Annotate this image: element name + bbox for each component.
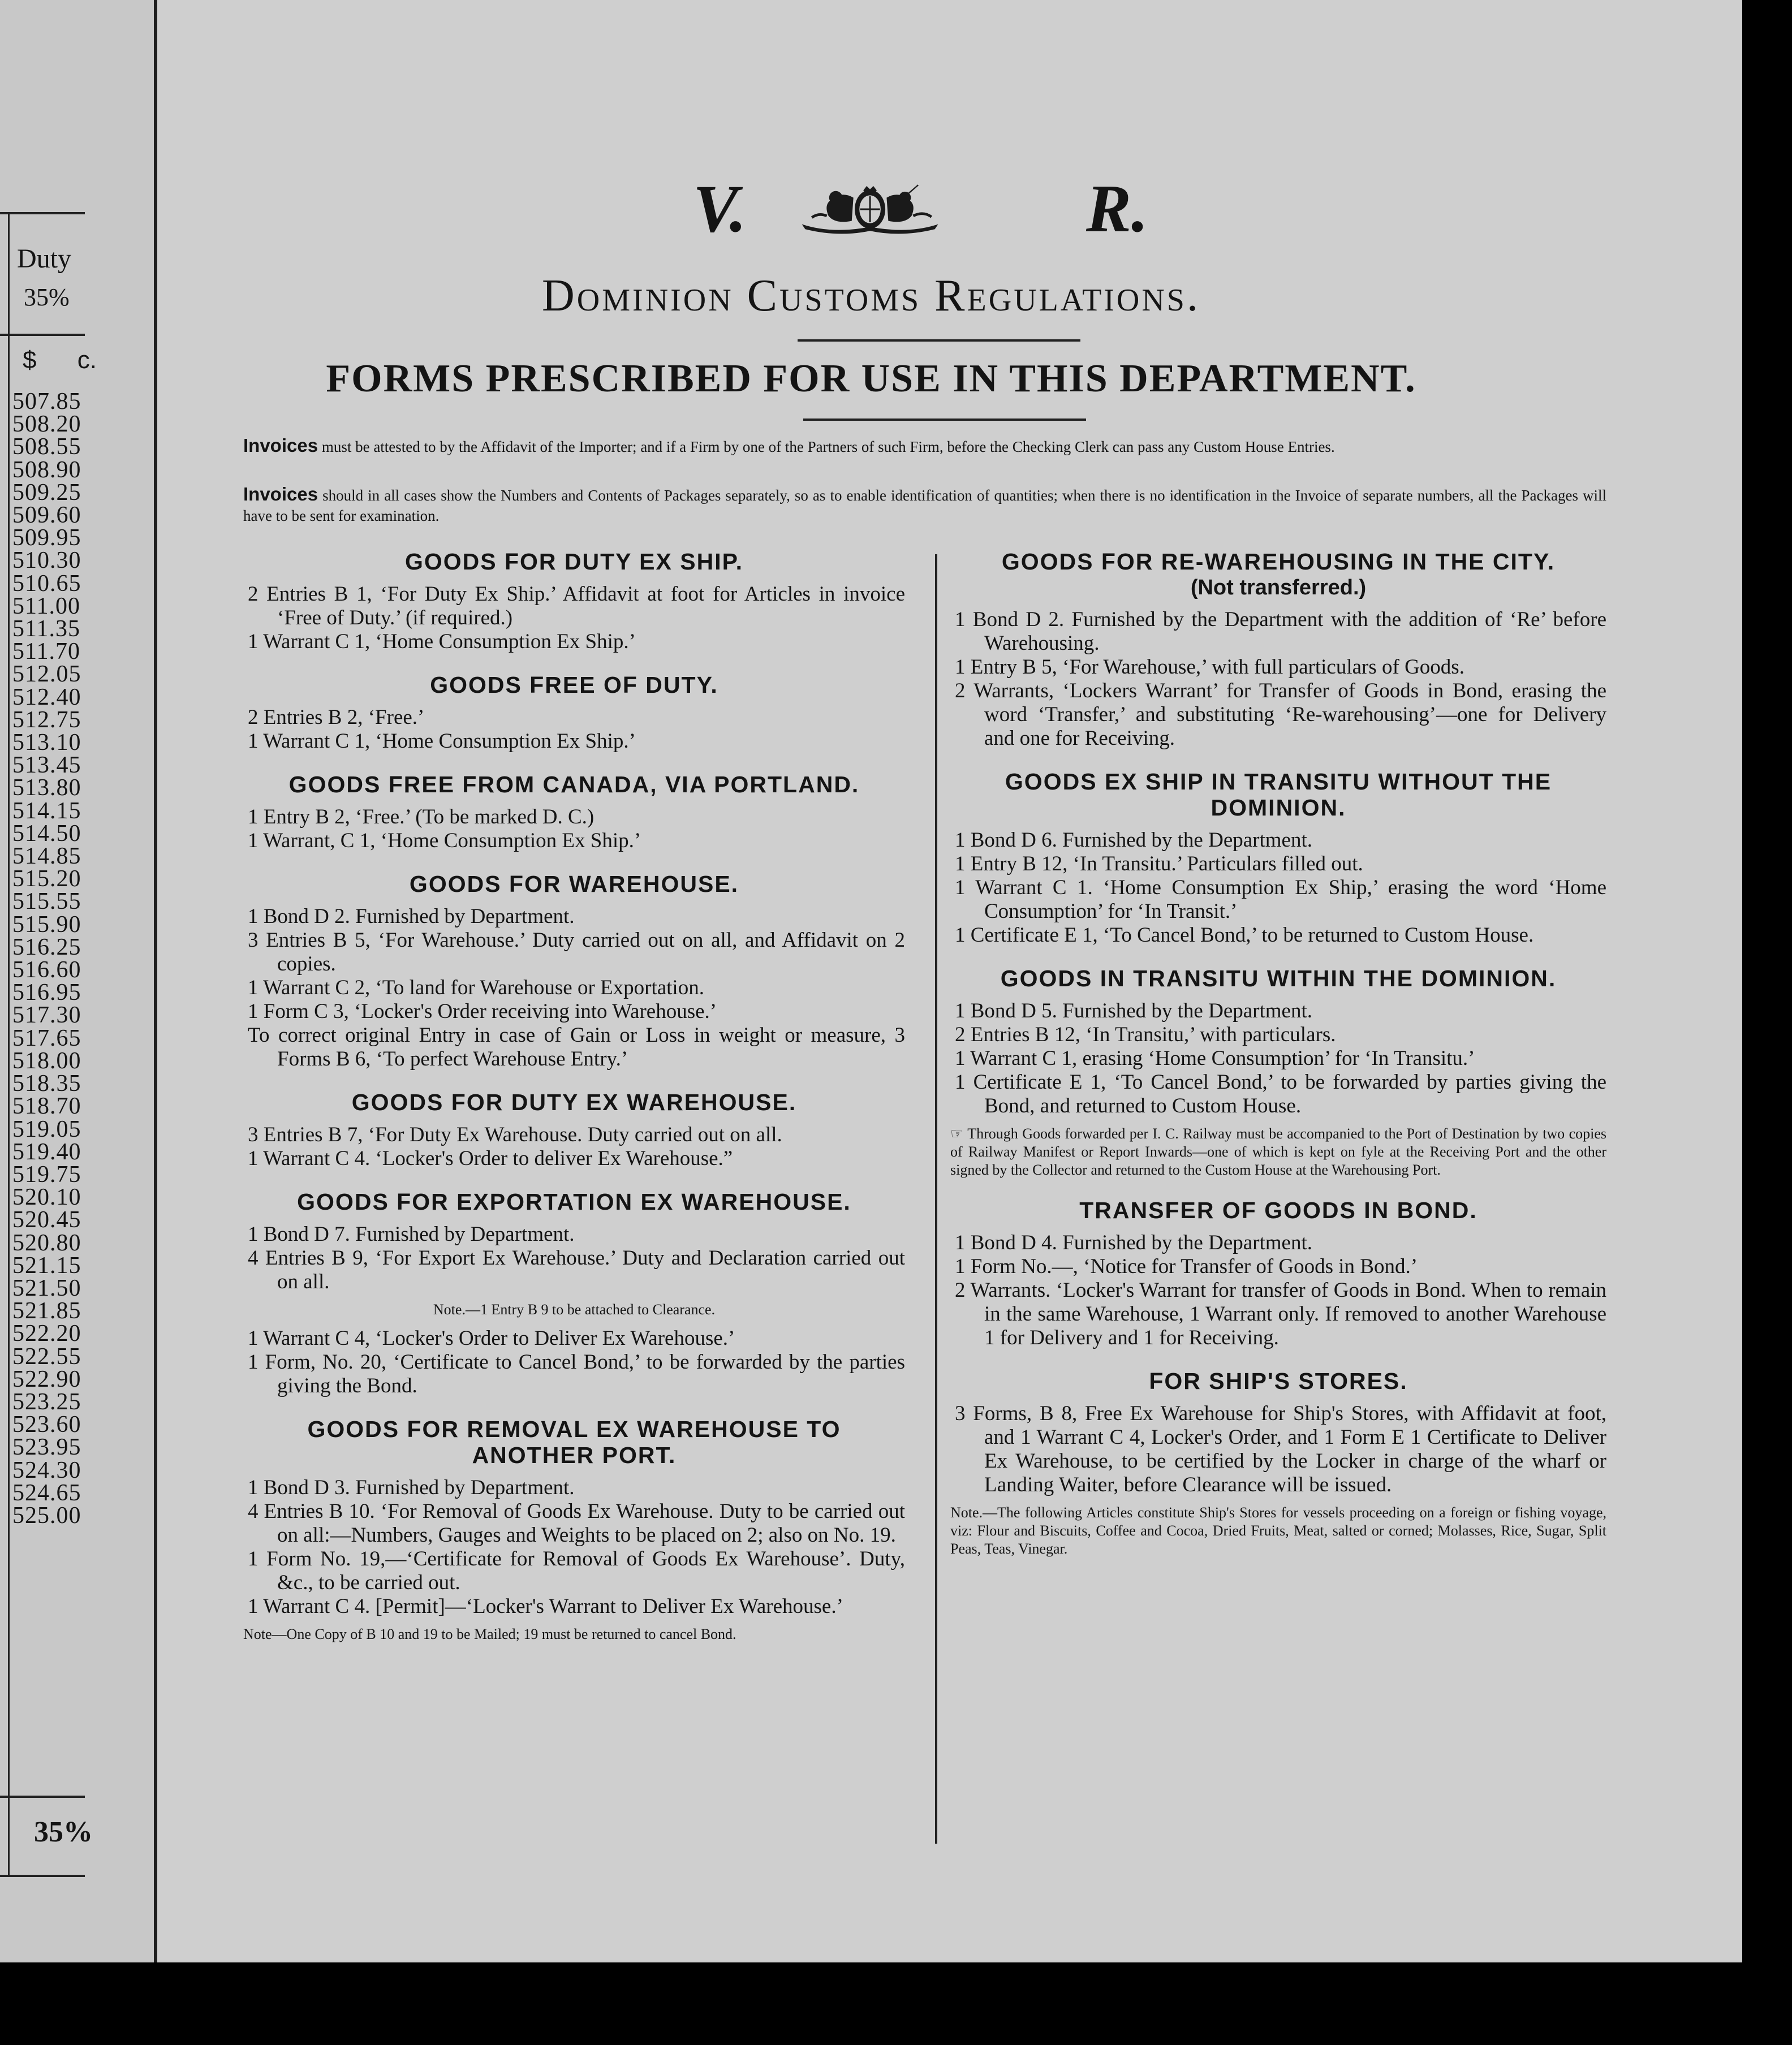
- duty-values-list: [12, 390, 81, 1527]
- duty-value: 522.20: [12, 1321, 81, 1347]
- form-entry: 1 Certificate E 1, ‘To Cancel Bond,’ to be returned to Custom House.: [955, 924, 1534, 947]
- section-title: GOODS FOR REMOVAL EX WAREHOUSE TO ANOTHER PORT.: [307, 1416, 841, 1468]
- duty-value: 514.50: [12, 820, 81, 847]
- duty-value: 510.30: [12, 547, 81, 574]
- form-entry: 2 Entries B 2, ‘Free.’: [248, 706, 425, 729]
- section: [243, 672, 905, 753]
- duty-rate: 35%: [24, 283, 70, 311]
- section-title: GOODS FREE FROM CANADA, VIA PORTLAND.: [288, 771, 860, 797]
- intro-paragraph-2: [243, 484, 1606, 526]
- section-title: GOODS FOR DUTY EX WAREHOUSE.: [351, 1089, 797, 1115]
- duty-value: 513.45: [12, 752, 81, 779]
- form-entry: 2 Entries B 1, ‘For Duty Ex Ship.’ Affidavit at foot for Articles in invoice ‘Free of Duty.’ (if required.): [248, 583, 905, 629]
- duty-value: 521.15: [12, 1252, 81, 1279]
- form-entry: 1 Bond D 6. Furnished by the Department.: [955, 829, 1312, 852]
- duty-footer-rate: 35%: [34, 1816, 93, 1848]
- form-entry: To correct original Entry in case of Gain or Loss in weight or measure, 3 Forms B 6, ‘To perfect Warehouse Entry.’: [248, 1024, 905, 1071]
- form-entry: 1 Warrant C 4. [Permit]—‘Locker's Warrant to Deliver Ex Warehouse.’: [248, 1595, 843, 1618]
- dollars-column-label: $: [23, 346, 37, 374]
- form-entry: 1 Form No. 19,—‘Certificate for Removal of Goods Ex Warehouse’. Duty, &c., to be carried out.: [248, 1547, 905, 1594]
- section: [243, 549, 905, 654]
- duty-value: 518.70: [12, 1093, 81, 1120]
- form-entry: 4 Entries B 10. ‘For Removal of Goods Ex Warehouse. Duty to be carried out on all:—Numbers, Gauges and Weights to be placed on 2; also on No. 19.: [248, 1500, 905, 1547]
- royal-coat-of-arms-icon: [792, 167, 1058, 252]
- duty-value: 519.40: [12, 1138, 81, 1165]
- form-entry: 1 Form No.—, ‘Notice for Transfer of Goods in Bond.’: [955, 1255, 1418, 1278]
- form-entry: 1 Bond D 4. Furnished by the Department.: [955, 1231, 1312, 1254]
- section-note: ☞ Through Goods forwarded per I. C. Railway must be accompanied to the Port of Destination by two copies of Railway Manifest or Report Inwards—one of which is kept on fyle at the Receiving Port and the other signed by the Collector and returned to the Custom House at the Warehousing Port.: [950, 1125, 1606, 1178]
- duty-value: 508.90: [12, 456, 81, 483]
- form-entry: 1 Bond D 5. Furnished by the Department.: [955, 999, 1312, 1022]
- duty-value: 514.85: [12, 843, 81, 870]
- duty-value: 525.00: [12, 1502, 81, 1529]
- duty-value: 508.55: [12, 434, 81, 460]
- duty-value: 523.25: [12, 1388, 81, 1415]
- section-title: TRANSFER OF GOODS IN BOND.: [1079, 1197, 1477, 1223]
- cents-column-label: c.: [77, 346, 97, 374]
- duty-value: 515.55: [12, 888, 81, 915]
- section: [950, 965, 1606, 1179]
- duty-value: 514.15: [12, 797, 81, 824]
- form-entry: 1 Certificate E 1, ‘To Cancel Bond,’ to be forwarded by parties giving the Bond, and returned to Custom House.: [955, 1071, 1606, 1118]
- duty-value: 512.05: [12, 661, 81, 688]
- duty-value: 516.60: [12, 957, 81, 983]
- form-entry: 1 Warrant C 1, erasing ‘Home Consumption’ for ‘In Transitu.’: [955, 1047, 1475, 1070]
- duty-value: 515.90: [12, 911, 81, 938]
- duty-heading: Duty: [17, 244, 71, 274]
- duty-value: 509.60: [12, 502, 81, 529]
- letter-r: R.: [1086, 171, 1149, 246]
- form-entry: 2 Warrants. ‘Locker's Warrant for transfer of Goods in Bond. When to remain in the same Warehouse, 1 Warrant only. If removed to another Warehouse 1 for Delivery and 1 for Receiving.: [955, 1279, 1606, 1349]
- duty-value: 511.00: [12, 593, 80, 619]
- right-column: [950, 549, 1606, 1576]
- section-title: GOODS FREE OF DUTY.: [430, 672, 718, 698]
- form-entry: 2 Warrants, ‘Lockers Warrant’ for Transfer of Goods in Bond, erasing the word ‘Transfer,’ and substituting ‘Re-warehousing’—one for Delivery and one for Receiving.: [955, 679, 1606, 750]
- duty-value: 510.65: [12, 570, 81, 597]
- duty-value: 516.25: [12, 934, 81, 960]
- document-subtitle: FORMS PRESCRIBED FOR USE IN THIS DEPARTMENT.: [326, 357, 1416, 400]
- duty-value: 519.75: [12, 1161, 81, 1188]
- section: [243, 771, 905, 853]
- section-note: Note.—The following Articles constitute Ship's Stores for vessels proceeding on a foreign or fishing voyage, viz: Flour and Biscuits, Coffee and Cocoa, Dried Fruits, Meat, salted or corned; Molasses, Rice, Sugar, Split Peas, Teas, Vinegar.: [950, 1504, 1606, 1557]
- duty-value: 508.20: [12, 411, 81, 438]
- duty-value: 515.20: [12, 866, 81, 892]
- form-entry: 1 Warrant, C 1, ‘Home Consumption Ex Ship.’: [248, 829, 641, 852]
- duty-value: 517.30: [12, 1002, 81, 1029]
- section-title: GOODS EX SHIP IN TRANSITU WITHOUT THE DOMINION.: [1005, 769, 1552, 821]
- duty-value: 522.90: [12, 1366, 81, 1392]
- form-entry: 1 Bond D 2. Furnished by Department.: [248, 905, 575, 928]
- section-title: GOODS IN TRANSITU WITHIN THE DOMINION.: [1000, 965, 1557, 991]
- section-title: GOODS FOR WAREHOUSE.: [409, 871, 739, 897]
- title-divider: [798, 339, 1080, 342]
- section-title: GOODS FOR DUTY EX SHIP.: [404, 549, 744, 575]
- section: [950, 769, 1606, 947]
- left-column: [243, 549, 905, 1662]
- intro-text-2: should in all cases show the Numbers and Contents of Packages separately, so as to enable identification of quantities; when there is no identification in the Invoice of separate numbers, all the Packages will have to be sent for examination.: [243, 487, 1606, 524]
- intro-paragraph-1: [243, 435, 1606, 457]
- duty-value: 524.30: [12, 1457, 81, 1483]
- form-entry: 1 Bond D 7. Furnished by Department.: [248, 1223, 575, 1246]
- duty-value: 523.60: [12, 1412, 81, 1438]
- form-entry: 2 Entries B 12, ‘In Transitu,’ with particulars.: [955, 1023, 1336, 1046]
- duty-value: 520.10: [12, 1184, 81, 1211]
- form-entry: 1 Form, No. 20, ‘Certificate to Cancel Bond,’ to be forwarded by the parties giving the Bond.: [248, 1351, 905, 1397]
- section: [243, 1416, 905, 1643]
- section: [243, 871, 905, 1071]
- duty-value: 524.65: [12, 1479, 81, 1506]
- form-entry: 1 Warrant C 2, ‘To land for Warehouse or Exportation.: [248, 976, 704, 999]
- duty-value: 507.85: [12, 389, 81, 415]
- section-note: Note.—1 Entry B 9 to be attached to Clearance.: [433, 1301, 716, 1318]
- duty-value: 521.85: [12, 1298, 81, 1324]
- form-entry: 1 Entry B 12, ‘In Transitu.’ Particulars filled out.: [955, 852, 1363, 875]
- section-title: GOODS FOR RE-WAREHOUSING IN THE CITY.: [1001, 549, 1556, 575]
- form-entry: 1 Form C 3, ‘Locker's Order receiving into Warehouse.’: [248, 1000, 717, 1023]
- duty-value: 511.70: [12, 638, 80, 665]
- duty-value: 509.25: [12, 479, 81, 506]
- form-entry: 3 Entries B 7, ‘For Duty Ex Warehouse. Duty carried out on all.: [248, 1123, 782, 1146]
- duty-value: 513.10: [12, 730, 81, 756]
- section: [243, 1189, 905, 1398]
- form-entry: 1 Bond D 3. Furnished by Department.: [248, 1476, 575, 1499]
- intro-lead-1: Invoices: [243, 435, 318, 456]
- section: [243, 1089, 905, 1171]
- form-entry: 4 Entries B 9, ‘For Export Ex Warehouse.’ Duty and Declaration carried out on all.: [248, 1246, 905, 1293]
- form-entry: 3 Entries B 5, ‘For Warehouse.’ Duty carried out on all, and Affidavit on 2 copies.: [248, 929, 905, 976]
- duty-value: 523.95: [12, 1434, 81, 1461]
- document-title: Dominion Customs Regulations.: [542, 271, 1200, 321]
- column-divider: [935, 554, 937, 1844]
- subtitle-divider: [803, 419, 1086, 421]
- section-title: FOR SHIP'S STORES.: [1149, 1368, 1408, 1394]
- section-title: GOODS FOR EXPORTATION EX WAREHOUSE.: [297, 1189, 851, 1215]
- duty-value: 519.05: [12, 1116, 81, 1142]
- form-entry: 1 Bond D 2. Furnished by the Department with the addition of ‘Re’ before Warehousing.: [955, 608, 1606, 655]
- form-entry: 1 Warrant C 4, ‘Locker's Order to Deliver Ex Warehouse.’: [248, 1327, 735, 1350]
- duty-value: 513.80: [12, 775, 81, 801]
- duty-value: 512.75: [12, 706, 81, 733]
- duty-value: 517.65: [12, 1025, 81, 1051]
- form-entry: 1 Warrant C 1, ‘Home Consumption Ex Ship.’: [248, 630, 636, 653]
- intro-text-1: must be attested to by the Affidavit of the Importer; and if a Firm by one of the Partners of such Firm, before the Checking Clerk can pass any Custom House Entries.: [318, 438, 1335, 455]
- section: [950, 1368, 1606, 1558]
- section-note: Note—One Copy of B 10 and 19 to be Mailed; 19 must be returned to cancel Bond.: [243, 1626, 736, 1642]
- form-entry: 1 Warrant C 4. ‘Locker's Order to deliver Ex Warehouse.”: [248, 1147, 733, 1170]
- intro-lead-2: Invoices: [243, 484, 318, 504]
- duty-value: 509.95: [12, 525, 81, 551]
- duty-value: 518.35: [12, 1071, 81, 1097]
- duty-value: 516.95: [12, 980, 81, 1006]
- letter-v: V.: [693, 171, 747, 246]
- duty-value: 512.40: [12, 684, 81, 710]
- duty-value: 520.80: [12, 1229, 81, 1256]
- duty-value: 520.45: [12, 1207, 81, 1233]
- form-entry: 1 Entry B 2, ‘Free.’ (To be marked D. C.): [248, 805, 595, 829]
- duty-value: 521.50: [12, 1275, 81, 1301]
- form-entry: 1 Entry B 5, ‘For Warehouse,’ with full particulars of Goods.: [955, 655, 1464, 679]
- duty-value: 522.55: [12, 1343, 81, 1370]
- section: [950, 1197, 1606, 1350]
- form-entry: 1 Warrant C 1. ‘Home Consumption Ex Ship,’ erasing the word ‘Home Consumption’ for ‘In Transit.’: [955, 876, 1606, 923]
- duty-value: 511.35: [12, 616, 80, 642]
- section-subtitle: (Not transferred.): [1190, 576, 1367, 599]
- section: [950, 549, 1606, 750]
- form-entry: 3 Forms, B 8, Free Ex Warehouse for Ship's Stores, with Affidavit at foot, and 1 Warrant C 4, Locker's Order, and 1 Form E 1 Certificate to Deliver Ex Warehouse, to be certified by the Locker in charge of the wharf or Landing Waiter, before Clearance will be issued.: [955, 1402, 1606, 1496]
- form-entry: 1 Warrant C 1, ‘Home Consumption Ex Ship.’: [248, 730, 636, 753]
- duty-value: 518.00: [12, 1047, 81, 1074]
